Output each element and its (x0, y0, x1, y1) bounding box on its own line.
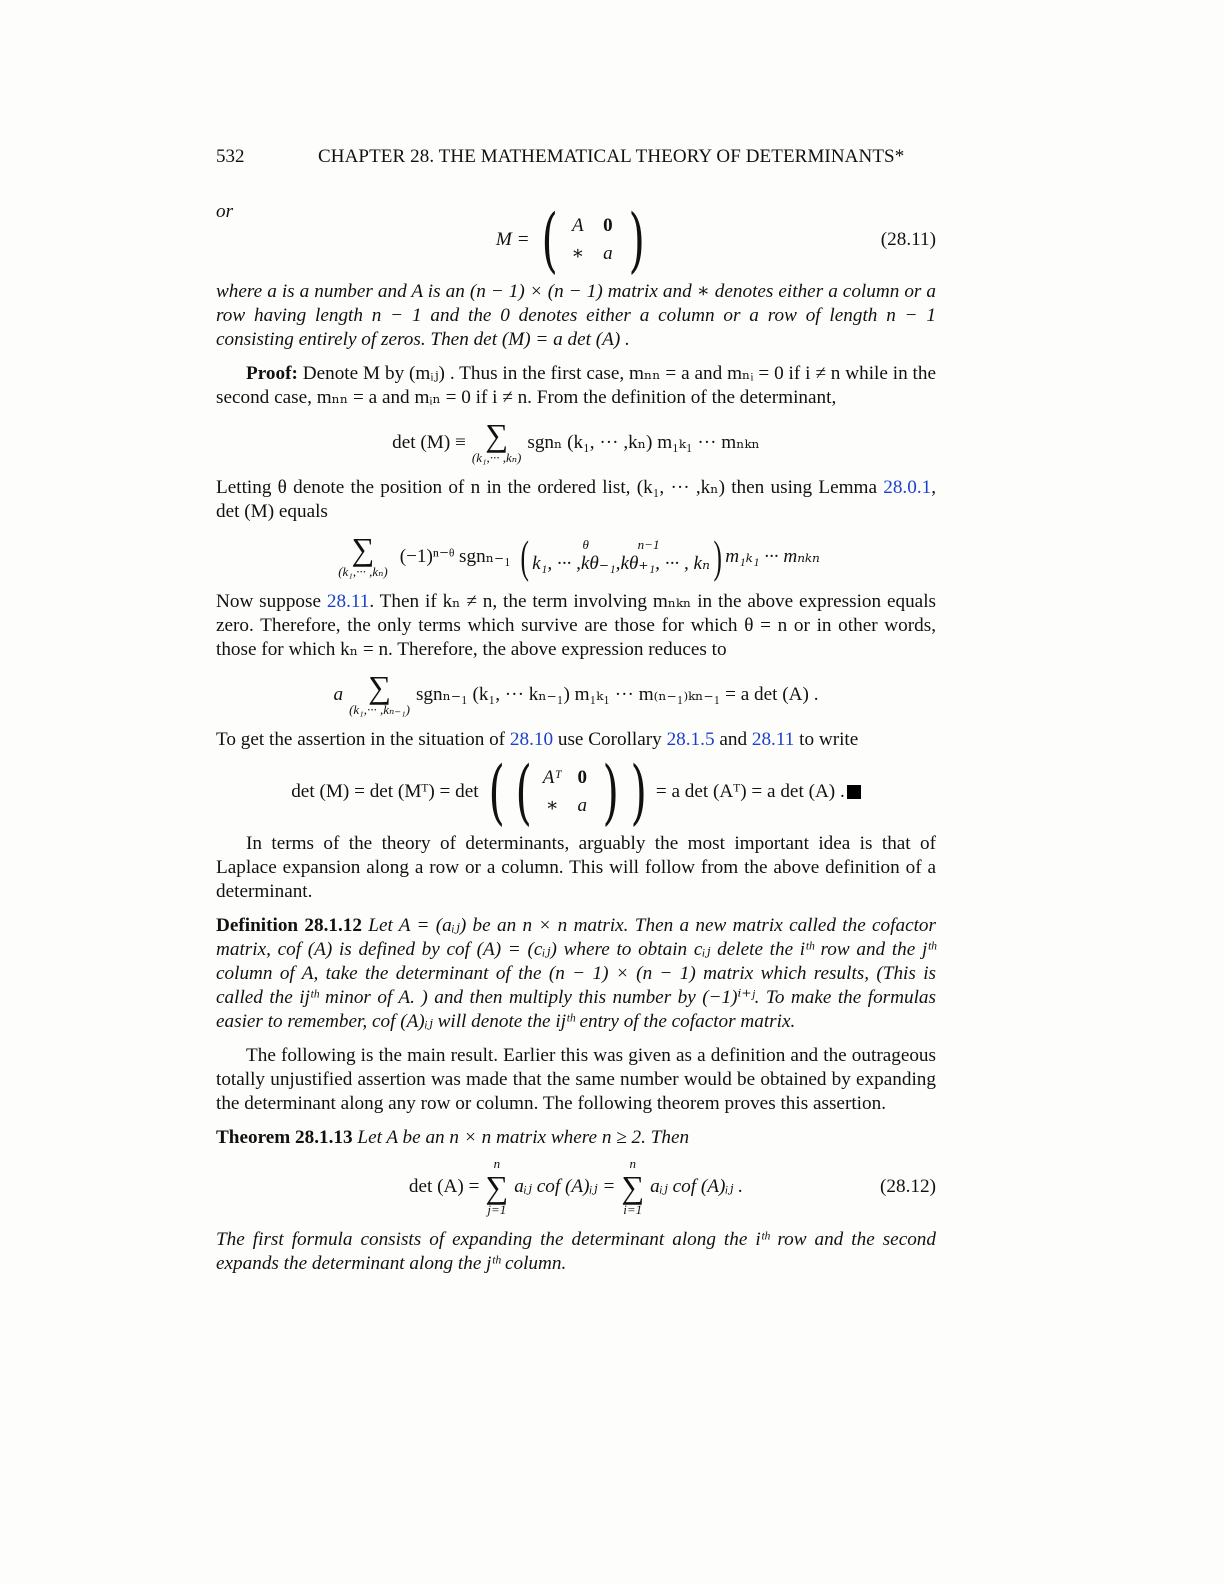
argument-list: θ n−1 k₁, ··· ,kθ₋₁,kθ₊₁, ··· , kₙ (532, 537, 710, 574)
lemma-link[interactable]: 28.0.1 (883, 477, 932, 498)
sigma-symbol: ∑ (485, 1169, 509, 1205)
definition-paragraph (216, 914, 936, 1034)
equation-link[interactable]: 28.10 (509, 729, 554, 750)
right-paren: ) (628, 199, 645, 281)
equation-number: (28.11) (880, 229, 936, 250)
to-get-paragraph: To get the assertion in the situation of 28.10 use Corollary 28.1.5 and 28.11 to write (216, 729, 859, 750)
matrix-cell: Aᵀ (542, 767, 562, 788)
matrix-cell: 0 (577, 767, 587, 788)
sum-limits: (k₁,··· ,kₙ₋₁) (349, 702, 410, 717)
sign-factor: (−1)ⁿ⁻ᶿ sgnₙ₋₁ (399, 546, 511, 567)
main-result-paragraph: The following is the main result. Earlier this was given as a definition and the outrageous totally unjustified assertion was made that the same number would be obtained by expanding the determinant along any row or column. The following theorem proves this assertion. (216, 1045, 936, 1114)
page-number: 532 (216, 146, 245, 167)
right-paren: ) (713, 531, 722, 582)
sum-limits: (k₁,··· ,kₙ) (338, 564, 388, 579)
proof-paragraph (216, 362, 936, 410)
definition-text: Let A = (aᵢⱼ) be an n × n matrix. Then a new matrix called the cofactor matrix, cof (A) is defined by cof (A) = (cᵢⱼ) where to obtain cᵢⱼ delete the iᵗʰ row and the jᵗʰ column of A, take the determinant of the (n − 1) × (n − 1) matrix which results, (This is called the ijᵗʰ minor of A. ) and then multiply this number by (−1)ⁱ⁺ʲ. To make the formulas easier to remember, cof (A)ᵢⱼ will denote the ijᵗʰ entry of the cofactor matrix. (216, 915, 936, 1032)
outer-left-paren: ( (488, 751, 505, 833)
equation-28-12: det (A) = n ∑ j=1 aᵢⱼ cof (A)ᵢⱼ = n ∑ i=1 aᵢⱼ cof (A)ᵢⱼ . (28.12) (408, 1156, 936, 1217)
matrix-cell: 0 (603, 215, 613, 236)
product-tail: m₁ₖ₁ ··· mₙₖₙ (725, 546, 820, 567)
matrix-cell: A (572, 215, 584, 236)
sigma-symbol: ∑ (621, 1169, 645, 1205)
page-body (216, 200, 936, 1286)
eq-rhs: sgnₙ₋₁ (k₁, ··· kₙ₋₁) m₁ₖ₁ ··· m₍ₙ₋₁₎ₖₙ₋₁ = a det (A) . (415, 684, 819, 705)
laplace-paragraph: In terms of the theory of determinants, arguably the most important idea is that of Laplace expansion along a row or a column. This will follow from the above definition of a determinant. (216, 833, 936, 902)
proof-label: Proof: (246, 363, 298, 384)
sigma-symbol: ∑ (485, 417, 509, 453)
equation-reduced: a ∑ (k₁,··· ,kₙ₋₁) sgnₙ₋₁ (k₁, ··· kₙ₋₁) m₁ₖ₁ ··· m₍ₙ₋₁₎ₖₙ₋₁ = a det (A) . (333, 669, 819, 717)
left-paren: ( (541, 199, 558, 281)
theorem-label: Theorem 28.1.13 (216, 1127, 353, 1148)
summation: n ∑ i=1 (621, 1156, 645, 1217)
eq-lhs: det (M) ≡ (392, 432, 466, 453)
definition-label: Definition 28.1.12 (216, 915, 362, 936)
lead-word: or (216, 201, 234, 222)
closing-paragraph: The first formula consists of expanding the determinant along the iᵗʰ row and the second expands the determinant along the jᵗʰ column. (216, 1229, 936, 1274)
eq-lhs: det (A) = (408, 1176, 480, 1197)
theorem-paragraph (216, 1126, 936, 1150)
proof-text: Denote M by (mᵢⱼ) . Thus in the first case, mₙₙ = a and mₙᵢ = 0 if i ≠ n while in the second case, mₙₙ = a and mᵢₙ = 0 if i ≠ n. From the definition of the determinant, (216, 363, 936, 408)
outer-right-paren: ) (629, 751, 647, 833)
matrix-cell: a (577, 795, 587, 816)
summation (349, 669, 410, 718)
sum-limits: (k₁,··· ,kₙ) (471, 450, 522, 465)
corollary-link[interactable]: 28.1.5 (666, 729, 715, 750)
right-paren: ) (602, 751, 620, 833)
qed-square-icon (847, 785, 861, 799)
matrix-cell: ∗ (545, 795, 559, 816)
now-suppose-paragraph: Now suppose 28.11. Then if kₙ ≠ n, the term involving mₙₖₙ in the above expression equals zero. Therefore, the only terms which survive are those for which θ = n or in other words, those for which kₙ = n. Therefore, the above expression reduces to (216, 591, 936, 660)
equation-28-11 (216, 199, 936, 281)
matrix-M (536, 199, 651, 281)
summation (338, 531, 388, 580)
sigma-symbol: ∑ (368, 669, 391, 705)
letting-paragraph: Letting θ denote the position of n in the ordered list, (k₁, ··· ,kₙ) then using Lemma 28.0.1, det (M) equals (216, 477, 936, 522)
equation-transpose (216, 751, 936, 833)
eq-lhs: M = (495, 229, 530, 250)
eq-lhs: det (M) = det (Mᵀ) = det (291, 781, 479, 802)
lemma-statement: where a is a number and A is an (n − 1) × (n − 1) matrix and ∗ denotes either a column or a row having length n − 1 and the 0 denotes either a column or a row of length n − 1 consisting entirely of zeros. Then det (M) = a det (A) . (216, 281, 936, 350)
equation-number: (28.12) (880, 1176, 936, 1197)
equation-det-definition (216, 417, 936, 466)
sigma-symbol: ∑ (351, 531, 375, 567)
equation-link[interactable]: 28.11 (326, 591, 370, 612)
summation: n ∑ j=1 (485, 1156, 509, 1217)
matrix-cell: ∗ (571, 243, 585, 264)
equation-link[interactable]: 28.11 (751, 729, 795, 750)
left-paren: ( (515, 751, 532, 833)
theorem-text: Let A be an n × n matrix where n ≥ 2. Then (352, 1127, 690, 1148)
left-paren: ( (520, 531, 529, 582)
eq-rhs: = a det (Aᵀ) = a det (A) . (655, 781, 845, 802)
equation-expanded-sum (216, 531, 936, 582)
summation (471, 417, 522, 466)
matrix-cell: a (603, 243, 613, 264)
matrix-transpose (510, 751, 625, 833)
eq-rhs: sgnₙ (k₁, ··· ,kₙ) m₁ₖ₁ ··· mₙₖₙ (527, 432, 760, 453)
chapter-title: CHAPTER 28. THE MATHEMATICAL THEORY OF DETERMINANTS* (318, 146, 905, 167)
